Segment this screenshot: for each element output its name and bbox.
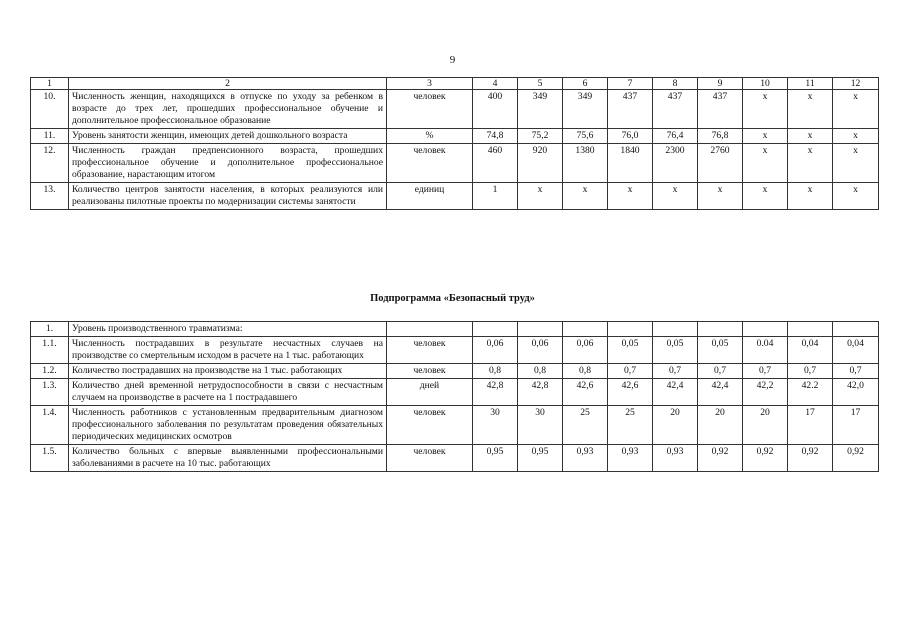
indicator-value: 74,8 <box>473 129 518 144</box>
indicator-value: 0,06 <box>563 337 608 364</box>
row-number: 12. <box>31 144 69 183</box>
indicator-value: 0,05 <box>698 337 743 364</box>
unit-of-measure: % <box>387 129 473 144</box>
unit-of-measure: человек <box>387 144 473 183</box>
indicator-value: 75,6 <box>563 129 608 144</box>
column-number: 4 <box>473 78 518 90</box>
indicator-value: 30 <box>473 406 518 445</box>
indicator-value: 76,0 <box>608 129 653 144</box>
indicator-value: 76,8 <box>698 129 743 144</box>
indicator-value: 0,93 <box>608 445 653 472</box>
page-number: 9 <box>449 54 456 66</box>
row-number: 11. <box>31 129 69 144</box>
table-row <box>31 364 879 379</box>
indicator-value: 0,7 <box>653 364 698 379</box>
indicator-value: 0,06 <box>473 337 518 364</box>
indicator-value <box>653 322 698 337</box>
indicator-value: 42,8 <box>473 379 518 406</box>
row-number: 10. <box>31 90 69 129</box>
indicator-value: 42,6 <box>608 379 653 406</box>
indicator-value: 0,8 <box>473 364 518 379</box>
table-row <box>31 90 879 129</box>
indicator-value: 42,8 <box>518 379 563 406</box>
column-number: 9 <box>698 78 743 90</box>
table-row <box>31 379 879 406</box>
indicator-value: 42,4 <box>698 379 743 406</box>
indicator-value: х <box>788 90 833 129</box>
indicator-value: 42.2 <box>788 379 833 406</box>
column-number: 6 <box>563 78 608 90</box>
indicator-value: 437 <box>653 90 698 129</box>
indicator-value: 0,7 <box>698 364 743 379</box>
row-number: 1.5. <box>31 445 69 472</box>
indicator-value: х <box>518 183 563 210</box>
column-number: 10 <box>743 78 788 90</box>
indicator-value: 2760 <box>698 144 743 183</box>
indicator-value: 0,7 <box>608 364 653 379</box>
indicator-value: 0,95 <box>473 445 518 472</box>
indicator-value: 42,0 <box>833 379 879 406</box>
indicator-value <box>788 322 833 337</box>
indicator-value: 76,4 <box>653 129 698 144</box>
indicator-value: х <box>608 183 653 210</box>
indicator-value: х <box>833 183 879 210</box>
indicator-value: 0,8 <box>563 364 608 379</box>
table-row <box>31 129 879 144</box>
indicator-value <box>518 322 563 337</box>
indicator-name: Количество больных с впервые выявленными профессиональными заболеваниями в расчете на 10 тыс. работающих <box>69 445 387 472</box>
safe-labor-table <box>30 321 879 472</box>
indicator-value: 437 <box>608 90 653 129</box>
table-row <box>31 445 879 472</box>
indicator-name: Уровень производственного травматизма: <box>69 322 387 337</box>
indicator-value: 1840 <box>608 144 653 183</box>
unit-of-measure: человек <box>387 445 473 472</box>
indicator-name: Численность работников с установленным предварительным диагнозом профессионального заболевания по результатам проведения обязательных периодических медицинских осмотров <box>69 406 387 445</box>
column-number: 2 <box>69 78 387 90</box>
indicator-value <box>833 322 879 337</box>
table-row <box>31 183 879 210</box>
indicator-value: 17 <box>788 406 833 445</box>
indicator-value: 25 <box>608 406 653 445</box>
section-title: Подпрограмма «Безопасный труд» <box>370 293 535 304</box>
indicator-value: 349 <box>518 90 563 129</box>
indicator-value: х <box>563 183 608 210</box>
indicator-value: 0,05 <box>653 337 698 364</box>
indicator-value: 75,2 <box>518 129 563 144</box>
indicator-value: 42,6 <box>563 379 608 406</box>
indicator-value: 0,93 <box>653 445 698 472</box>
unit-of-measure: человек <box>387 90 473 129</box>
indicator-value: х <box>653 183 698 210</box>
indicators-table-continued <box>30 77 879 210</box>
indicator-value: х <box>743 90 788 129</box>
indicator-name: Количество центров занятости населения, в которых реализуются или реализованы пилотные проекты по модернизации системы занятости <box>69 183 387 210</box>
row-number: 13. <box>31 183 69 210</box>
indicator-value: 20 <box>653 406 698 445</box>
indicator-value: х <box>743 144 788 183</box>
indicator-value: х <box>788 183 833 210</box>
indicator-value: х <box>743 129 788 144</box>
indicator-value: 0,92 <box>833 445 879 472</box>
indicator-value: 0,06 <box>518 337 563 364</box>
indicator-name: Количество пострадавших на производстве на 1 тыс. работающих <box>69 364 387 379</box>
indicator-name: Численность граждан предпенсионного возраста, прошедших профессиональное обучение и дополнительное профессиональное образование, нарастающим итогом <box>69 144 387 183</box>
indicator-value: 0,04 <box>788 337 833 364</box>
table-row <box>31 337 879 364</box>
indicator-value: 0,93 <box>563 445 608 472</box>
column-number-row <box>31 78 879 90</box>
indicator-name: Количество дней временной нетрудоспособности в связи с несчастным случаем на производстве в расчете на 1 пострадавшего <box>69 379 387 406</box>
column-number: 5 <box>518 78 563 90</box>
indicator-value: 0,92 <box>788 445 833 472</box>
unit-of-measure <box>387 322 473 337</box>
column-number: 1 <box>31 78 69 90</box>
indicator-value: х <box>788 129 833 144</box>
indicator-value: 0,7 <box>743 364 788 379</box>
indicator-value: 920 <box>518 144 563 183</box>
indicator-value: х <box>743 183 788 210</box>
indicator-value: х <box>833 90 879 129</box>
column-number: 3 <box>387 78 473 90</box>
indicator-value: 20 <box>698 406 743 445</box>
indicator-value: 17 <box>833 406 879 445</box>
indicator-value: 460 <box>473 144 518 183</box>
table-row <box>31 144 879 183</box>
indicator-value: 400 <box>473 90 518 129</box>
indicator-value: 0,95 <box>518 445 563 472</box>
indicator-value: х <box>788 144 833 183</box>
indicator-value: 30 <box>518 406 563 445</box>
indicator-value: 0.04 <box>743 337 788 364</box>
indicator-value: 20 <box>743 406 788 445</box>
row-number: 1. <box>31 322 69 337</box>
indicator-value <box>743 322 788 337</box>
indicator-value: х <box>833 129 879 144</box>
indicator-value: х <box>698 183 743 210</box>
indicator-value: 437 <box>698 90 743 129</box>
table-row <box>31 406 879 445</box>
indicator-name: Численность женщин, находящихся в отпуске по уходу за ребенком в возрасте до трех лет, прошедших профессиональное обучение и дополнительное профессиональное образование <box>69 90 387 129</box>
unit-of-measure: человек <box>387 406 473 445</box>
indicator-value: 42,2 <box>743 379 788 406</box>
indicator-value <box>563 322 608 337</box>
indicator-value: 0,8 <box>518 364 563 379</box>
column-number: 8 <box>653 78 698 90</box>
indicator-value: 0,92 <box>743 445 788 472</box>
indicator-value: 42,4 <box>653 379 698 406</box>
indicator-value: 0,7 <box>788 364 833 379</box>
indicator-value: 0,92 <box>698 445 743 472</box>
column-number: 7 <box>608 78 653 90</box>
indicator-value: 2300 <box>653 144 698 183</box>
row-number: 1.2. <box>31 364 69 379</box>
indicator-value: 0,05 <box>608 337 653 364</box>
column-number: 11 <box>788 78 833 90</box>
unit-of-measure: единиц <box>387 183 473 210</box>
unit-of-measure: дней <box>387 379 473 406</box>
unit-of-measure: человек <box>387 337 473 364</box>
column-number: 12 <box>833 78 879 90</box>
indicator-value: 1 <box>473 183 518 210</box>
indicator-value: 0,7 <box>833 364 879 379</box>
indicator-name: Численность пострадавших в результате несчастных случаев на производстве со смертельным исходом в расчете на 1 тыс. работающих <box>69 337 387 364</box>
indicator-value: 1380 <box>563 144 608 183</box>
table-row <box>31 322 879 337</box>
indicator-value <box>608 322 653 337</box>
row-number: 1.3. <box>31 379 69 406</box>
indicator-name: Уровень занятости женщин, имеющих детей дошкольного возраста <box>69 129 387 144</box>
indicator-value: 25 <box>563 406 608 445</box>
indicator-value: х <box>833 144 879 183</box>
indicator-value <box>473 322 518 337</box>
indicator-value: 0,04 <box>833 337 879 364</box>
row-number: 1.1. <box>31 337 69 364</box>
indicator-value: 349 <box>563 90 608 129</box>
indicator-value <box>698 322 743 337</box>
unit-of-measure: человек <box>387 364 473 379</box>
row-number: 1.4. <box>31 406 69 445</box>
